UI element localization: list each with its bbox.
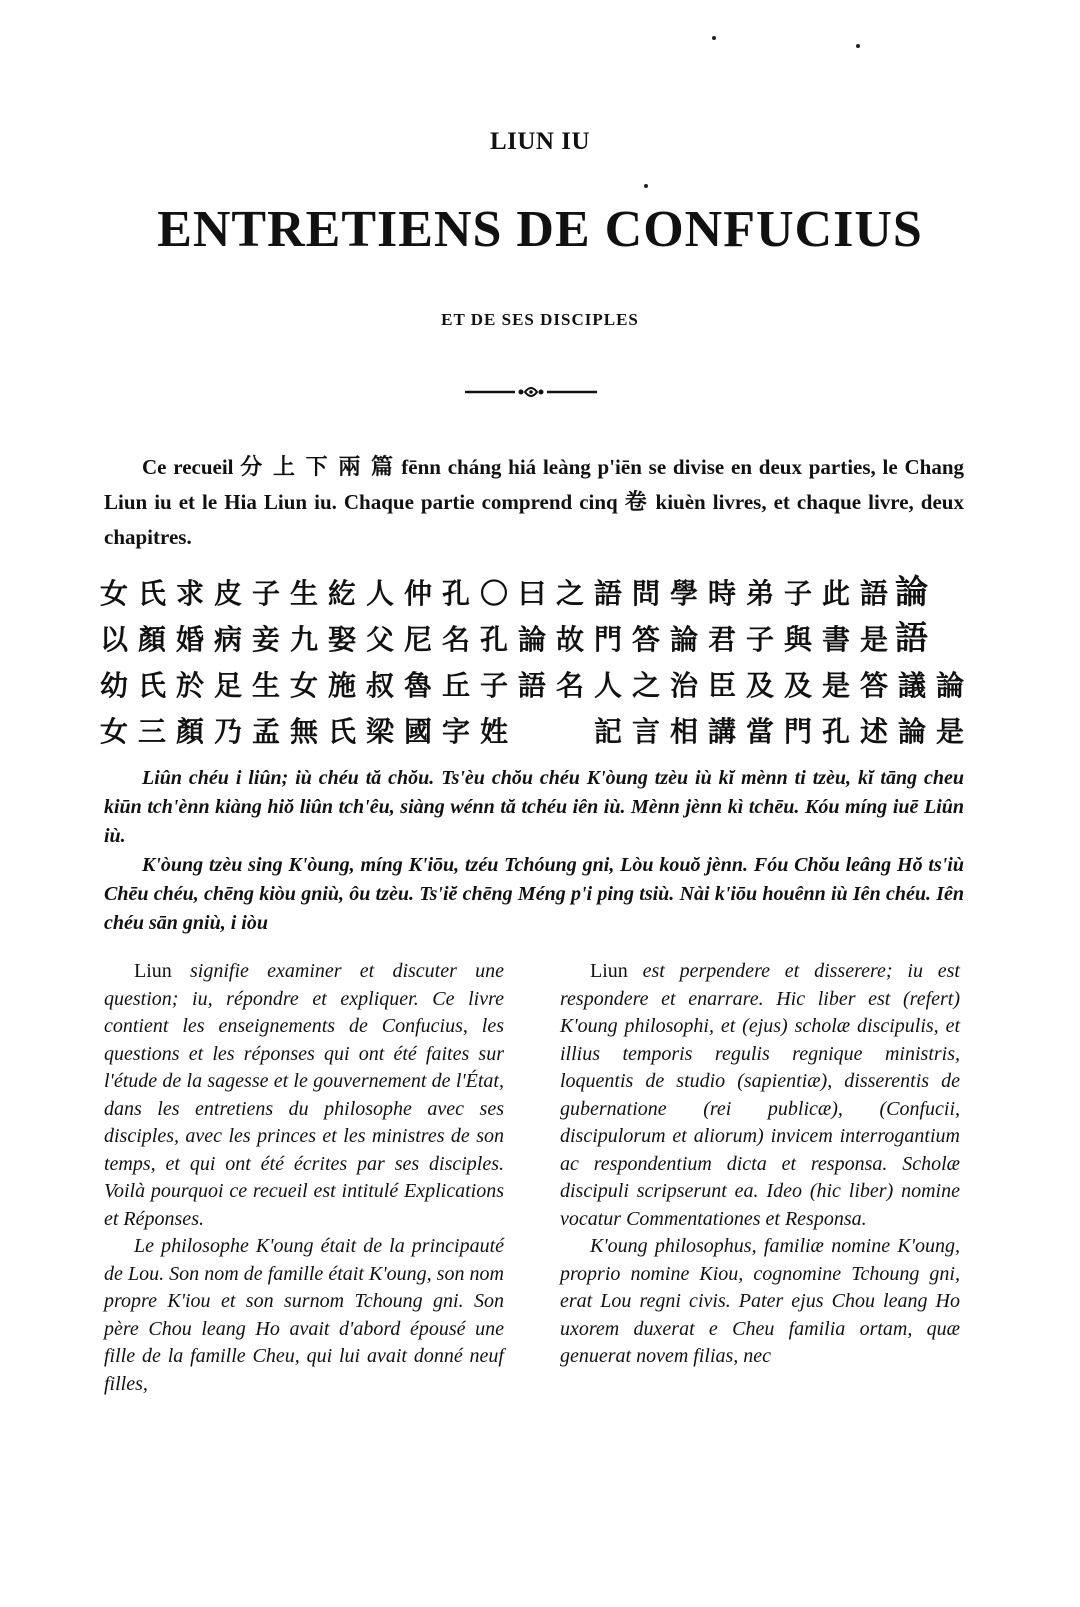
ornament-divider bbox=[465, 382, 597, 402]
chinese-row: 以顏婚病妾九娶父尼名孔論故門答論君子與書是 bbox=[100, 623, 899, 656]
chinese-heading-char: 語 bbox=[895, 618, 928, 657]
intro-text: kiuèn livres, et chaque livre, deux chapitres. bbox=[104, 490, 964, 549]
print-speck bbox=[856, 44, 860, 48]
french-paragraph: Le philosophe K'oung était de la principauté de Lou. Son nom de famille était K'oung, son nom propre K'iou et son surnom Tchoung gni. Son père Chou leang Ho avait d'abord épousé une fille de la famille Cheu, qui lui avait donné neuf filles, bbox=[104, 1235, 504, 1395]
romanization-paragraph: Liûn chéu i liûn; iù chéu tă chŏu. Ts'èu chŏu chéu K'òung tzèu iù kĭ mènn ti tzèu, kĭ tāng cheu kiūn tch'ènn kiàng hiŏ liûn tch'êu, siàng wénn tă tchéu iên iù. Mènn jènn kì tchēu. Kóu míng iuē Liûn iù. bbox=[104, 767, 964, 847]
subtitle: ET DE SES DISCIPLES bbox=[441, 310, 639, 329]
chinese-row: 女氏求皮子生紇人仲孔〇曰之語問學時弟子此語 bbox=[100, 577, 899, 610]
french-column bbox=[104, 958, 504, 1398]
latin-paragraph bbox=[560, 958, 960, 1233]
romanization-block bbox=[104, 764, 964, 938]
intro-text: Ce recueil bbox=[142, 455, 241, 479]
french-text: signifie examiner et discuter une question; iu, répondre et expliquer. Ce livre contient les enseignements de Confucius, les questions et les réponses qui ont été faites sur l'étude de la sagesse et le gouvernement de l'État, dans les entretiens du philosophe avec ses disciples, avec les princes et les ministres de son temps, et qui ont été écrites par ses disciples. Voilà pourquoi ce recueil est intitulé Explications et Réponses. bbox=[104, 960, 504, 1230]
term-liun: Liun bbox=[590, 960, 628, 982]
chinese-character: 卷 bbox=[624, 490, 649, 515]
latin-text: est perpendere et disserere; iu est respondere et enarrare. Hic liber est (refert) K'oung philosophi, et (ejus) scholæ discipulis, et illius temporis regulis regnique ministris, loquentis de studio (sapientiæ), disserentis de gubernatione (rei publicæ), (Confucii, discipulorum et aliorum) invicem interrogantium ac respondentium dicta et responsa. Scholæ discipuli scripserunt ea. Ideo (hic liber) nomine vocatur Commentationes et Responsa. bbox=[560, 960, 960, 1230]
over-title: LIUN IU bbox=[489, 128, 591, 155]
french-paragraph bbox=[104, 958, 504, 1233]
intro-text: fēnn cháng hiá leàng p'iēn se divise en deux parties, le Chang Liun iu et le Hia Liun iu. Chaque partie comprend cinq bbox=[104, 455, 964, 514]
latin-paragraph: K'oung philosophus, familiæ nomine K'oung, proprio nomine Kiou, cognomine Tchoung gni, erat Lou regni civis. Pater ejus Chou leang Ho uxorem duxerat e Cheu familia ortam, quæ genuerat novem filias, nec bbox=[560, 1235, 960, 1367]
chinese-row: 女三顏乃孟無氏梁國字姓 記言相講當門孔述論是 bbox=[100, 715, 975, 748]
chinese-row: 幼氏於足生女施叔魯丘子語名人之治臣及及是答議論 bbox=[100, 669, 975, 702]
term-liun: Liun bbox=[134, 960, 172, 982]
latin-column bbox=[560, 958, 960, 1371]
romanization-paragraph: K'òung tzèu sing K'òung, míng K'iōu, tzéu Tchóung gni, Lòu kouŏ jènn. Fóu Chŏu leâng Hŏ ts'iù Chēu chéu, chēng kiòu gniù, ôu tzèu. Ts'iĕ chēng Méng p'i ping tsiù. Nài k'iōu houênn iù Iên chéu. Iên chéu sān gniù, i iòu bbox=[104, 854, 964, 934]
chinese-heading-char: 論 bbox=[895, 572, 928, 611]
chinese-text-block bbox=[100, 572, 975, 752]
page-title: ENTRETIENS DE CONFUCIUS bbox=[157, 201, 923, 258]
intro-paragraph bbox=[104, 450, 964, 554]
print-speck bbox=[644, 184, 648, 188]
chinese-phrase: 分 上 下 兩 篇 bbox=[240, 455, 395, 480]
print-speck bbox=[712, 36, 716, 40]
